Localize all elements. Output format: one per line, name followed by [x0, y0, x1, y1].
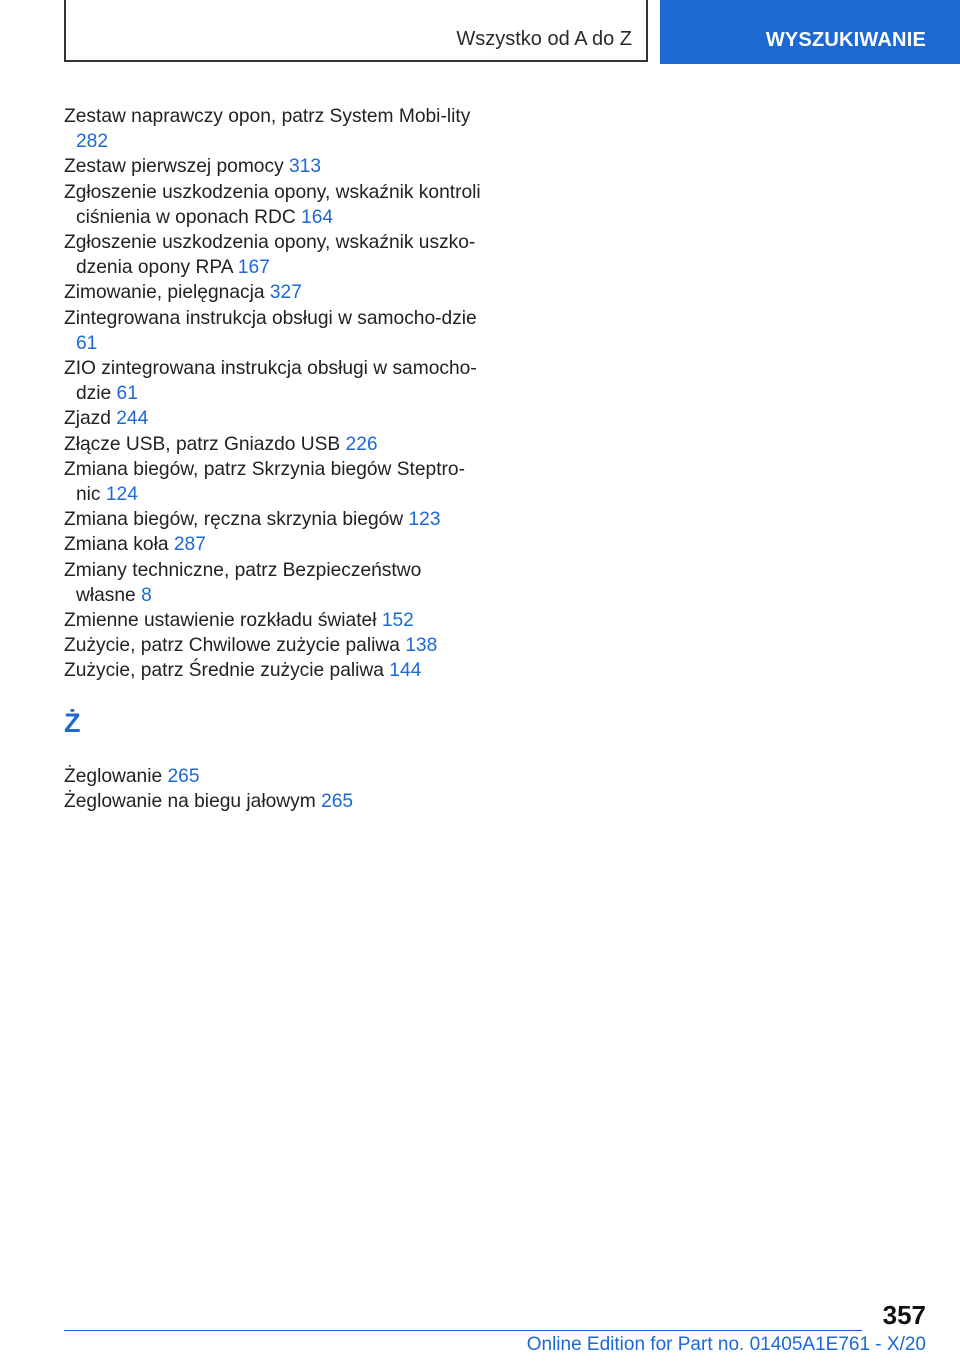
index-entry	[64, 764, 484, 789]
page-link[interactable]: 138	[405, 635, 438, 657]
page-link[interactable]: 164	[301, 206, 334, 228]
page-link[interactable]: 287	[173, 534, 206, 556]
entry-text: ZIO zintegrowana instrukcja obsługi w samocho‐dzie	[64, 358, 477, 405]
entry-text: Żeglowanie	[64, 765, 163, 787]
index-entry	[64, 558, 484, 608]
entry-text: Złącze USB, patrz Gniazdo USB	[64, 433, 341, 455]
page-link[interactable]: 265	[167, 765, 200, 787]
index-entry	[64, 633, 484, 658]
entry-text: Zmiana biegów, ręczna skrzynia biegów	[64, 509, 404, 531]
entry-text: Zużycie, patrz Średnie zużycie paliwa	[64, 660, 384, 682]
page-link[interactable]: 226	[345, 433, 378, 455]
page-link[interactable]: 167	[237, 257, 270, 279]
index-entry	[64, 104, 484, 154]
page-link[interactable]: 124	[105, 484, 138, 506]
letter-heading: Ż	[64, 707, 81, 738]
entry-text: Zgłoszenie uszkodzenia opony, wskaźnik uszko‐dzenia opony RPA	[64, 232, 476, 279]
page-link[interactable]: 282	[76, 131, 109, 153]
page-link[interactable]: 8	[141, 584, 152, 606]
footer-divider	[64, 1330, 862, 1331]
index-entry	[64, 154, 484, 179]
page-link[interactable]: 327	[269, 282, 302, 304]
page-link[interactable]: 152	[381, 610, 414, 632]
chapter-title: Wszystko od A do Z	[456, 28, 632, 50]
index-entry	[64, 608, 484, 633]
index-entry	[64, 457, 484, 507]
section-title: WYSZUKIWANIE	[765, 29, 926, 51]
page-link[interactable]: 123	[408, 509, 441, 531]
index-entry	[64, 356, 484, 406]
index-entry	[64, 280, 484, 305]
index-entry	[64, 306, 484, 356]
entry-text: Zintegrowana instrukcja obsługi w samocho‐dzie	[64, 307, 477, 329]
section-tab	[660, 0, 960, 64]
entry-text: Zmienne ustawienie rozkładu świateł	[64, 610, 377, 632]
entry-text: Żeglowanie na biegu jałowym	[64, 790, 316, 812]
entry-text: Zgłoszenie uszkodzenia opony, wskaźnik kontroli ciśnienia w oponach RDC	[64, 181, 481, 228]
entry-text: Zestaw naprawczy opon, patrz System Mobi‐lity	[64, 106, 471, 127]
page-number: 357	[882, 1300, 926, 1330]
page-header	[64, 0, 960, 64]
entry-text: Zmiana biegów, patrz Skrzynia biegów Steptro‐nic	[64, 458, 465, 506]
page-link[interactable]: 265	[321, 790, 354, 812]
index-entry	[64, 532, 484, 557]
footer-edition: Online Edition for Part no. 01405A1E761 - X/20	[526, 1334, 926, 1355]
index-entry	[64, 230, 484, 280]
entry-text: Zużycie, patrz Chwilowe zużycie paliwa	[64, 635, 400, 657]
page-link[interactable]: 61	[76, 332, 98, 354]
entry-text: Zimowanie, pielęgnacja	[64, 282, 265, 304]
entry-text: Zmiana koła	[64, 534, 169, 556]
index-entry	[64, 406, 484, 431]
index-entry	[64, 180, 484, 230]
page-link[interactable]: 244	[116, 408, 149, 430]
page-link[interactable]: 313	[289, 156, 322, 178]
index-entry	[64, 658, 484, 683]
page-link[interactable]: 61	[116, 383, 138, 405]
entry-text: Zjazd	[64, 408, 111, 430]
index-entry	[64, 507, 484, 532]
page-link[interactable]: 144	[389, 660, 422, 682]
index-list	[64, 104, 484, 814]
index-entry	[64, 789, 484, 814]
chapter-tab	[64, 0, 648, 62]
index-entry	[64, 432, 484, 457]
entry-text: Zestaw pierwszej pomocy	[64, 156, 284, 178]
entry-text: Zmiany techniczne, patrz Bezpieczeństwo własne	[64, 559, 422, 606]
